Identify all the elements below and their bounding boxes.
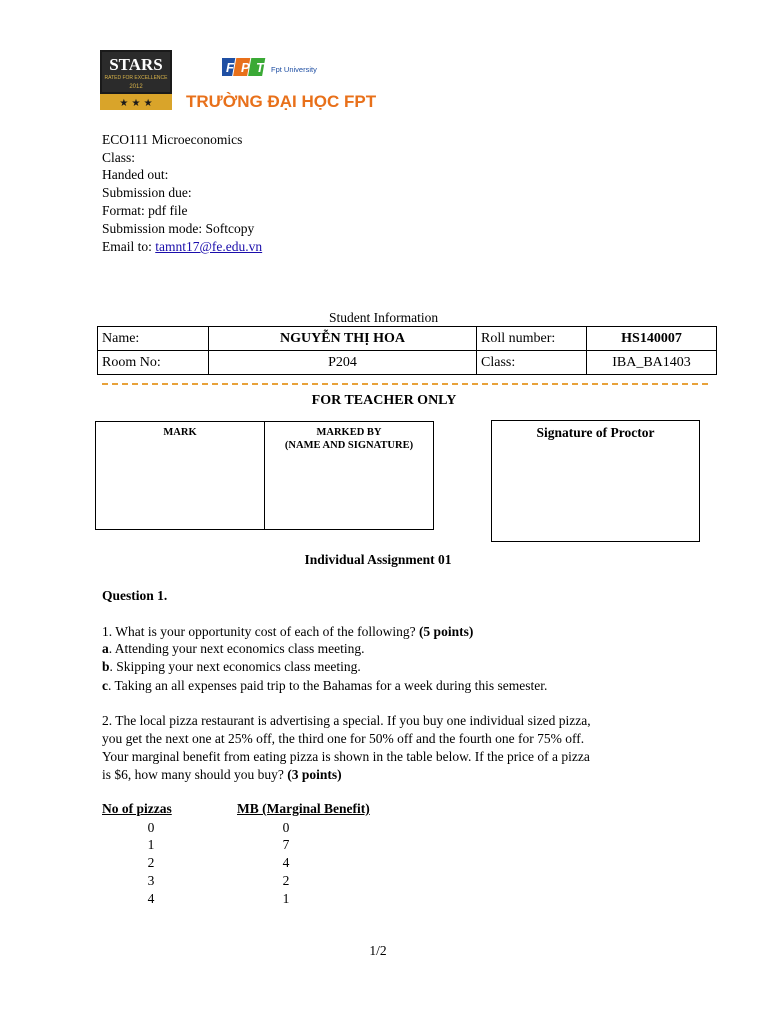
class-value: IBA_BA1403 (587, 351, 717, 375)
marked-by-label (265, 426, 433, 452)
pizzas-cell: 3 (147, 873, 155, 888)
svg-text:2012: 2012 (129, 84, 143, 90)
q2-points: (3 points) (287, 767, 342, 782)
roll-number-value: HS140007 (587, 327, 717, 351)
proctor-label: Signature of Proctor (536, 425, 655, 440)
email-line (102, 238, 262, 256)
svg-text:RATED FOR EXCELLENCE: RATED FOR EXCELLENCE (104, 75, 168, 81)
item-letter: c (102, 678, 108, 693)
assignment-title: Individual Assignment 01 (304, 552, 452, 567)
marked-by-line1: MARKED BY (316, 427, 382, 438)
student-info-table (97, 326, 717, 375)
submission-due-line: Submission due: (102, 185, 192, 200)
item-text: . Taking an all expenses paid trip to the Bahamas for a week during this semester. (108, 678, 548, 693)
university-name: TRƯỜNG ĐẠI HỌC FPT (186, 92, 377, 111)
q2-line2: you get the next one at 25% off, the third one for 50% off and the fourth one for 75% off. (102, 731, 585, 746)
pizzas-cell: 0 (147, 820, 155, 835)
mb-cell: 1 (282, 891, 290, 906)
q2-line1: 2. The local pizza restaurant is advertising a special. If you buy one individual sized pizza, (102, 713, 591, 728)
item-text: . Skipping your next economics class meeting. (109, 659, 361, 674)
question-title: Question 1. (102, 588, 168, 603)
q1-item-a (102, 640, 364, 658)
q1-text (102, 623, 473, 641)
table-row (98, 327, 717, 351)
svg-text:T: T (256, 60, 264, 75)
page-number: 1/2 (369, 943, 387, 958)
name-value: NGUYỄN THỊ HOA (209, 327, 477, 351)
svg-text:F: F (226, 60, 234, 75)
format-line: Format: pdf file (102, 203, 188, 218)
q1-item-b (102, 658, 361, 676)
mb-cell: 2 (282, 873, 290, 888)
fpt-university-logo (222, 54, 322, 84)
pizzas-cell: 4 (147, 891, 155, 906)
room-value: P204 (209, 351, 477, 375)
item-letter: a (102, 641, 109, 656)
table-row (98, 351, 717, 375)
q1-item-c (102, 677, 547, 695)
mb-cell: 7 (282, 837, 290, 852)
col-header-mb: MB (Marginal Benefit) (237, 801, 370, 816)
pizzas-cell: 1 (147, 837, 155, 852)
stars-logo (100, 50, 172, 110)
email-link[interactable]: tamnt17@fe.edu.vn (155, 239, 263, 254)
mb-cell: 4 (282, 855, 290, 870)
mb-cell: 0 (282, 820, 290, 835)
pizzas-cell: 2 (147, 855, 155, 870)
svg-text:Fpt University: Fpt University (271, 65, 317, 74)
q2-line3: Your marginal benefit from eating pizza is shown in the table below. If the price of a pizza (102, 749, 590, 764)
class-label: Class: (477, 351, 587, 375)
mark-label: MARK (163, 427, 197, 438)
submission-mode-line: Submission mode: Softcopy (102, 221, 255, 236)
proctor-signature-box (491, 420, 700, 542)
marked-by-line2: (NAME AND SIGNATURE) (284, 440, 414, 451)
email-label: Email to: (102, 239, 152, 254)
q2-prompt-end: is $6, how many should you buy? (102, 767, 284, 782)
item-letter: b (102, 659, 110, 674)
svg-text:P: P (241, 60, 250, 75)
class-line: Class: (102, 150, 136, 165)
teacher-only-heading: FOR TEACHER ONLY (311, 393, 457, 408)
q1-points: (5 points) (418, 624, 474, 639)
dotted-divider (102, 383, 708, 385)
svg-text:★ ★ ★: ★ ★ ★ (119, 98, 153, 109)
q2-line4 (102, 766, 342, 784)
course-title: ECO111 Microeconomics (102, 132, 243, 147)
col-header-pizzas: No of pizzas (102, 801, 172, 816)
room-label: Room No: (98, 351, 209, 375)
item-text: . Attending your next economics class meeting. (108, 641, 365, 656)
teacher-mark-box (95, 421, 434, 530)
svg-text:STARS: STARS (109, 55, 163, 74)
roll-number-label: Roll number: (477, 327, 587, 351)
handed-out-line: Handed out: (102, 167, 169, 182)
q1-prompt: 1. What is your opportunity cost of each of the following? (102, 624, 416, 639)
name-label: Name: (98, 327, 209, 351)
student-info-caption: Student Information (329, 310, 439, 325)
